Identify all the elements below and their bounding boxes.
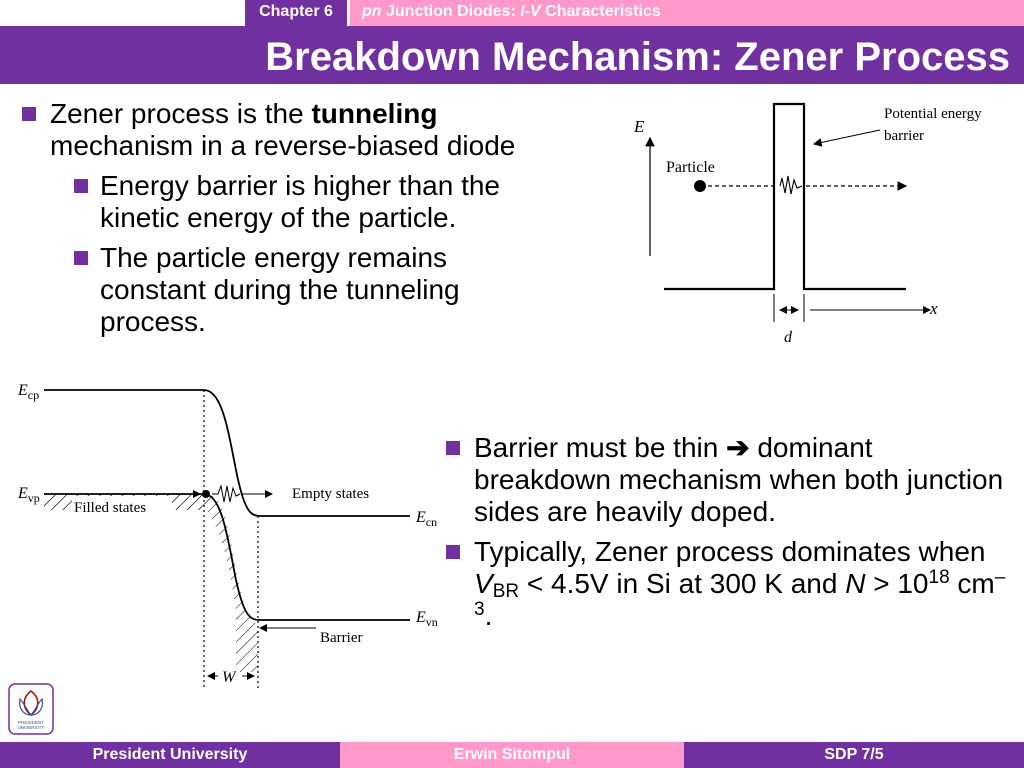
chapter-title-mid: Junction Diodes: bbox=[386, 3, 516, 20]
evp-label: $E_{vp}$ bbox=[18, 485, 40, 505]
bullet-tunneling: Zener process is the tunneling mechanism in a reverse-biased diode bbox=[22, 98, 622, 162]
axis-x-label: x bbox=[930, 299, 938, 318]
arrow-right-icon: ➔ bbox=[726, 432, 750, 463]
svg-text:PRESIDENT: PRESIDENT bbox=[18, 720, 44, 725]
bullet-square-icon bbox=[446, 441, 460, 455]
particle-dot bbox=[694, 180, 706, 192]
energy-band-figure bbox=[10, 370, 450, 688]
chapter-title-end: Characteristics bbox=[545, 3, 661, 20]
top-bar bbox=[0, 0, 1024, 26]
university-logo-icon bbox=[8, 683, 54, 735]
filled-states-hatch bbox=[44, 494, 258, 672]
ecp-label: $E_{cp}$ bbox=[18, 382, 40, 402]
bullet-square-icon bbox=[74, 251, 88, 265]
barrier-label-1: Potential energy bbox=[884, 106, 982, 122]
w-label: W bbox=[222, 669, 236, 686]
barrier-label: Barrier bbox=[320, 630, 363, 646]
barrier-pointer bbox=[814, 130, 880, 144]
chapter-title bbox=[350, 0, 1024, 26]
bullet-thin-barrier: Barrier must be thin ➔ dominant breakdown mechanism when both junction sides are heavily doped. bbox=[446, 432, 1016, 528]
bullet-square-icon bbox=[22, 107, 36, 121]
d-label: d bbox=[784, 329, 792, 346]
filled-states-label: Filled states bbox=[74, 500, 147, 516]
slide-title: Breakdown Mechanism: Zener Process bbox=[265, 35, 1010, 79]
footer-slide-number: SDP 7/5 bbox=[684, 742, 1024, 768]
bullet-zener-condition: Typically, Zener process dominates when $V_{BR} < 4.5V$ in Si at 300 K and $N > 10^{18}$ $cm^{-3}$. bbox=[446, 536, 1016, 632]
particle-label: Particle bbox=[666, 159, 715, 176]
sub-bullet-energy-barrier: Energy barrier is higher than the kinetic energy of the particle. bbox=[22, 170, 570, 234]
empty-states-label: Empty states bbox=[292, 486, 370, 502]
footer-author: Erwin Sitompul bbox=[340, 742, 684, 768]
ecn-label: $E_{cn}$ bbox=[416, 509, 438, 529]
chapter-title-pn: pn bbox=[362, 3, 382, 20]
sub-bullet-particle-energy: The particle energy remains constant during the tunneling process. bbox=[22, 242, 550, 338]
bullet-square-icon bbox=[446, 545, 460, 559]
barrier-label-2: barrier bbox=[884, 128, 924, 144]
top-bullet-list bbox=[22, 98, 622, 338]
footer-university: President University bbox=[0, 742, 340, 768]
svg-text:UNIVERSITY: UNIVERSITY bbox=[17, 725, 45, 730]
potential-barrier-figure bbox=[630, 96, 1016, 350]
bullet-square-icon bbox=[74, 179, 88, 193]
evn-label: $E_{vn}$ bbox=[416, 609, 438, 629]
bold-tunneling: tunneling bbox=[311, 98, 438, 129]
electron-dot bbox=[202, 490, 210, 498]
chapter-title-iv: I-V bbox=[520, 3, 541, 20]
tunneling-wave bbox=[780, 176, 802, 194]
footer-bar bbox=[0, 742, 1024, 768]
bottom-bullet-list bbox=[446, 432, 1016, 640]
axis-e-label: E bbox=[634, 117, 645, 136]
chapter-label: Chapter 6 bbox=[245, 0, 347, 26]
